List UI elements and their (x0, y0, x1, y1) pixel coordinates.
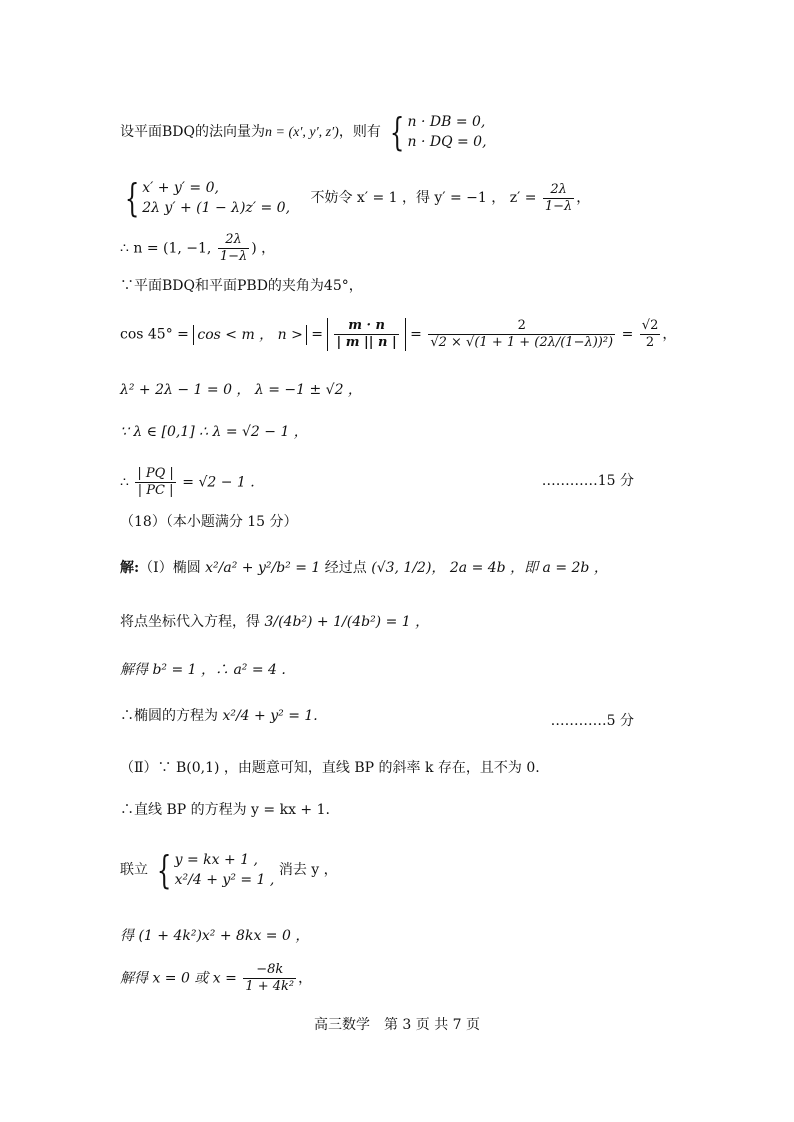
score-15: …………15 分 (541, 473, 634, 489)
line-n-result (120, 232, 275, 265)
line-substitute (120, 612, 429, 632)
line-lambda: ∵ λ ∈ [0,1] ∴ λ = √2 − 1 ， (120, 424, 308, 440)
text: ∴椭圆的方程为 (120, 708, 218, 724)
text: 消去 y ， (278, 862, 338, 878)
line-part-two: （Ⅱ）∵ B(0,1) ，由题意可知，直线 BP 的斜率 k 存在，且不为 0. (120, 760, 540, 776)
fraction: $\frac{2\lambda}{1-\lambda}$ (219, 232, 248, 264)
fraction: $\frac{2}{\text{√2 × √(1 + 1 + (2λ/(1−λ))²)}}$ (430, 318, 614, 350)
line-solve-x (120, 962, 312, 995)
equation-system (152, 850, 274, 890)
fraction: $\frac{2\lambda}{1-\lambda}$ (544, 181, 573, 214)
line-solve-b: 解得 b² = 1 ，∴ a² = 4 . (120, 662, 286, 678)
brace: { (157, 848, 172, 892)
text: cos 45° = (120, 326, 189, 343)
formula: x²/4 + y² = 1. (222, 708, 318, 724)
text: 设平面BDQ的法向量为 (120, 124, 265, 140)
line-ellipse-given (120, 558, 608, 578)
line-angle: ∵平面BDQ和平面PBD的夹角为45°， (120, 278, 363, 294)
solution-label: 解: (120, 560, 140, 576)
text: ， 2a = 4b ，即 a = 2b ， (431, 560, 608, 576)
formula: (√3, 1/2) (371, 560, 432, 576)
fraction: $\frac{-8k}{\text{1 + 4k²}}$ (245, 962, 295, 994)
text: 联立 (120, 862, 148, 878)
text: 解得 x = 0 或 x = (120, 970, 237, 987)
brace: { (390, 110, 405, 154)
abs-value: cos < m ， n > (193, 325, 306, 345)
brace: { (124, 176, 140, 220)
formula: 3/(4b²) + 1/(4b²) = 1 ， (264, 614, 430, 630)
equation: 2λ y′ + (1 − λ)z′ = 0, (142, 200, 291, 216)
equation-system (385, 112, 486, 152)
line-bp-equation: ∴直线 BP 的方程为 y = kx + 1. (120, 802, 330, 818)
line-simultaneous (120, 850, 338, 890)
fraction: $\frac{√2}{2}$ (641, 318, 659, 350)
text: 将点坐标代入方程，得 (120, 614, 260, 630)
line-cosine: cos 45° = cos < m ， n > = $\frac{m \cdot n}{| m || n |}$ = $\frac{2}{\text{√2 × √(1 + 1 + (2λ/(1−λ))²)}}$ = $\frac{√2}{2}$ ， (120, 318, 677, 350)
formula: x²/a² + y²/b² = 1 (205, 560, 321, 576)
equation: n · DB = 0, (407, 114, 486, 130)
line-quadratic-x: 得 (1 + 4k²)x² + 8kx = 0 ， (120, 928, 310, 944)
equation: n · DQ = 0, (407, 134, 487, 150)
problem-18-heading: （18）（本小题满分 15 分） (120, 514, 298, 530)
abs-fraction: $\frac{m \cdot n}{| m || n |}$ (327, 318, 405, 351)
equation: y = kx + 1 , (174, 852, 258, 868)
text: ， (298, 970, 313, 987)
equation-system (120, 178, 290, 218)
text: 不妨令 x′ = 1 ，得 y′ = −1 ， z′ = (310, 190, 537, 206)
formula: n = (x′, y′, z′) (265, 125, 339, 140)
line-normal-vector (120, 112, 487, 152)
equation: x²/4 + y² = 1 , (174, 872, 275, 888)
equation: x′ + y′ = 0, (142, 180, 219, 196)
score-5: …………5 分 (550, 713, 634, 729)
text: （Ⅰ）椭圆 (139, 560, 201, 576)
text: 经过点 (324, 560, 367, 576)
text: ∴ n = (1, −1, (120, 240, 212, 257)
line-quadratic: λ² + 2λ − 1 = 0 ， λ = −1 ± √2 ， (120, 382, 362, 398)
line-system-solution: { x′ + y′ = 0, 2λ y′ + (1 − λ)z′ = 0, 不妨令 x′ = 1 ，得 y′ = −1 ， z′ = $\frac{2\lambda}{1-\lambda}$ ， (120, 178, 590, 218)
text: ，则有 (338, 124, 381, 140)
text: = √2 − 1 . (182, 474, 255, 491)
text: ) ， (251, 240, 276, 257)
fraction: $\frac{| PQ |}{| PC |}$ (137, 466, 174, 498)
line-ellipse-equation (120, 706, 318, 726)
page-footer: 高三数学 第 3 页 共 7 页 (313, 1017, 481, 1033)
line-ratio: ∴ $\frac{| PQ |}{| PC |}$ = √2 − 1 . (120, 466, 255, 498)
